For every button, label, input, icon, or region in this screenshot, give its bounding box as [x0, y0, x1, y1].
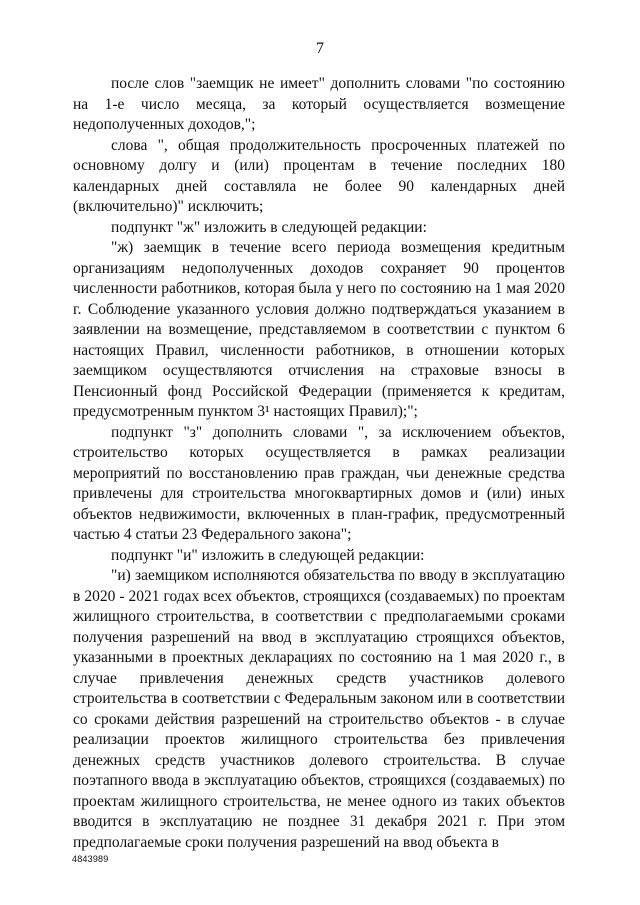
paragraph-subitem-zh-text: "ж) заемщик в течение всего периода возмещения кредитным организациям недополученных доходов сохраняет 90 процентов численности работников, которая была у него по состоянию на 1 мая 2020 г. Соблюдение указанного условия должно подтверждаться указанием в заявлении на возмещение, представляемом в соответствии с пунктом 6 настоящих Правил, численности работников, в отношении которых заемщиком осуществляются отчисления на страховые взносы в Пенсионный фонд Российской Федерации (применяется к кредитам, предусмотренным пунктом 3¹ настоящих Правил);";: [73, 239, 565, 420]
document-id: 4843989: [72, 854, 109, 864]
paragraph-exclude-overdue-words: слова ", общая продолжительность просроченных платежей по основному долгу и (или) процентам в течение последних 180 календарных дней составляла не более 90 календарных дней (включительно)" исключить;: [73, 136, 565, 215]
paragraph-subitem-i-heading: подпункт "и" изложить в следующей редакции:: [111, 546, 425, 564]
paragraph-subitem-z-addition: подпункт "з" дополнить словами ", за исключением объектов, строительство которых осуществляется в рамках реализации мероприятий по восстановлению прав граждан, чьи денежные средства привлечены для строительства многоквартирных домов и (или) иных объектов недвижимости, включенных в план-график, предусмотренный частью 4 статьи 23 Федерального закона";: [73, 423, 565, 543]
page-number: 7: [316, 40, 324, 57]
paragraph-amend-borrower-clause: после слов "заемщик не имеет" дополнить словами "по состоянию на 1-е число месяца, за который осуществляется возмещение недополученных доходов,";: [73, 75, 565, 133]
document-body: [73, 74, 565, 853]
paragraph-subitem-zh-heading: подпункт "ж" изложить в следующей редакции:: [111, 218, 427, 236]
paragraph-subitem-i-text: "и) заемщиком исполняются обязательства по вводу в эксплуатацию в 2020 - 2021 годах всех объектов, строящихся (создаваемых) по проектам жилищного строительства, в соответствии с предполагаемыми сроками получения разрешений на ввод в эксплуатацию строящихся объектов, указанными в проектных декларациях по состоянию на 1 мая 2020 г., в случае привлечения денежных средств участников долевого строительства в соответствии с Федеральным законом или в соответствии со сроками действия разрешений на строительство объектов - в случае реализации проектов жилищного строительства без привлечения денежных средств участников долевого строительства. В случае поэтапного ввода в эксплуатацию объектов, строящихся (создаваемых) по проектам жилищного строительства, не менее одного из таких объектов вводится в эксплуатацию не позднее 31 декабря 2021 г. При этом предполагаемые сроки получения разрешений на ввод объекта в: [73, 567, 565, 851]
